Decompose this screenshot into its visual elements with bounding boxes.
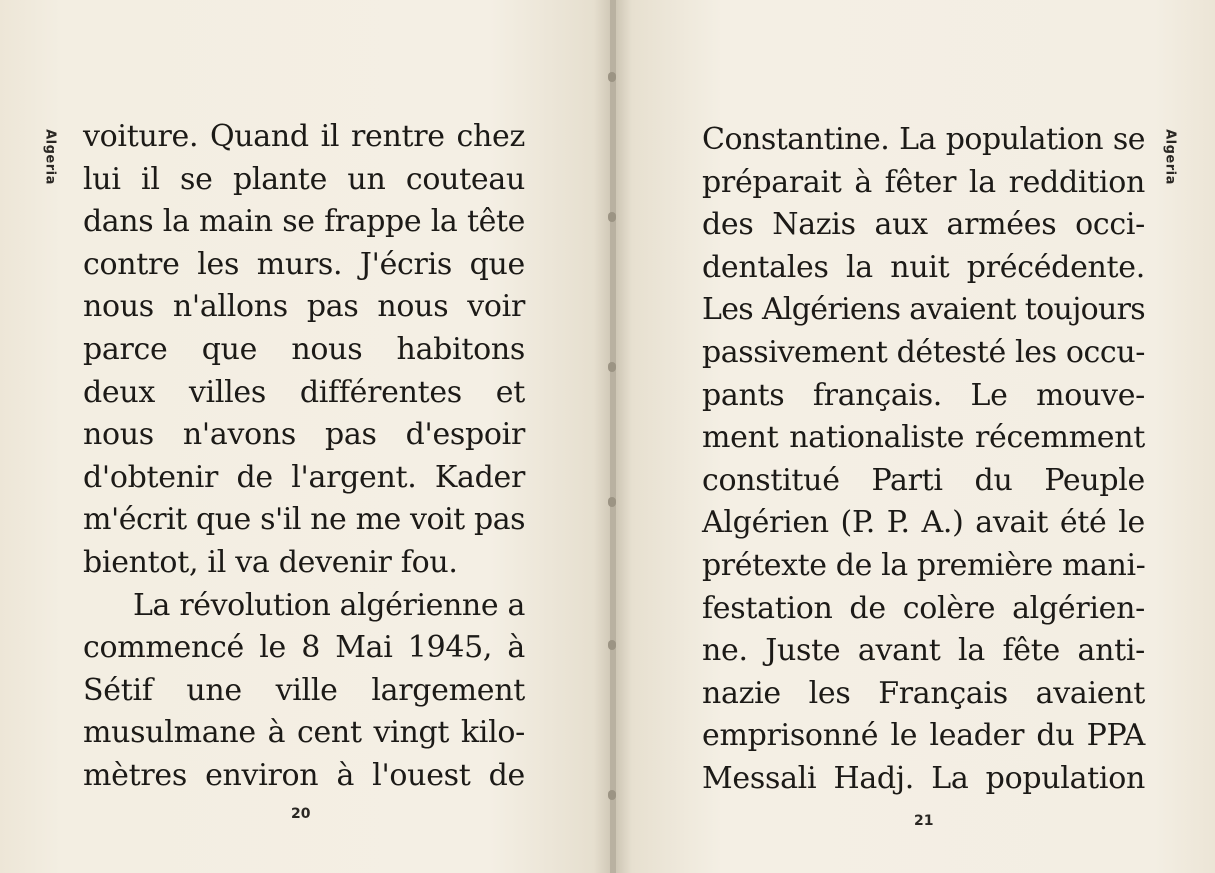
- text-line: nous n'avons pas d'espoir: [83, 417, 525, 453]
- text-line: lui il se plante un couteau: [83, 161, 525, 197]
- text-line: prétexte de la première mani-: [702, 547, 1146, 583]
- text-line: dentales la nuit précédente.: [702, 249, 1145, 285]
- text-line: d'obtenir de l'argent. Kader: [83, 459, 525, 495]
- text-line: parce que nous habitons: [83, 331, 525, 367]
- text-line: musulmane à cent vingt kilo-: [83, 715, 525, 751]
- text-line: pants français. Le mouve-: [702, 377, 1145, 413]
- text-line: constitué Parti du Peuple: [702, 462, 1145, 498]
- text-line: Algérien (P. P. A.) avait été le: [702, 505, 1145, 541]
- text-line: contre les murs. J'écris que: [83, 246, 525, 282]
- text-line: ne. Juste avant la fête anti-: [702, 633, 1145, 669]
- text-line: Sétif une ville largement: [83, 672, 525, 708]
- text-line: festation de colère algérien-: [702, 590, 1145, 626]
- text-line: dans la main se frappe la tête: [83, 204, 525, 240]
- binding-stitch: [608, 362, 616, 372]
- page-number: 20: [291, 806, 311, 822]
- text-line: Messali Hadj. La population: [702, 760, 1145, 796]
- book-gutter: [610, 0, 616, 873]
- body-text: [702, 119, 1145, 801]
- text-line: La révolution algérienne a: [133, 587, 525, 623]
- body-text: [83, 116, 525, 798]
- page-number: 21: [914, 813, 934, 829]
- binding-stitch: [608, 790, 616, 800]
- text-line: passivement détesté les occu-: [702, 334, 1145, 370]
- binding-stitch: [608, 72, 616, 82]
- running-head: Algeria: [1162, 129, 1178, 185]
- text-line: m'écrit que s'il ne me voit pas: [83, 502, 525, 538]
- binding-stitch: [608, 497, 616, 507]
- binding-stitch: [608, 640, 616, 650]
- text-line: nazie les Français avaient: [702, 675, 1145, 711]
- text-line: Les Algériens avaient toujours: [702, 292, 1145, 328]
- text-line: voiture. Quand il rentre chez: [83, 119, 525, 154]
- text-line: deux villes différentes et: [83, 374, 525, 410]
- text-line: emprisonné le leader du PPA: [702, 718, 1145, 754]
- binding-stitch: [608, 212, 616, 222]
- running-head: Algeria: [42, 129, 58, 185]
- text-line: des Nazis aux armées occi-: [702, 207, 1145, 243]
- text-line: Constantine. La population se: [702, 122, 1145, 157]
- text-line: bientot, il va devenir fou.: [83, 544, 458, 580]
- text-line: ment nationaliste récemment: [702, 420, 1145, 456]
- text-line: mètres environ à l'ouest de: [83, 757, 525, 793]
- text-line: commencé le 8 Mai 1945, à: [83, 630, 525, 666]
- right-page: [614, 0, 1215, 873]
- text-line: préparait à fêter la reddition: [702, 164, 1145, 200]
- text-line: nous n'allons pas nous voir: [83, 289, 525, 325]
